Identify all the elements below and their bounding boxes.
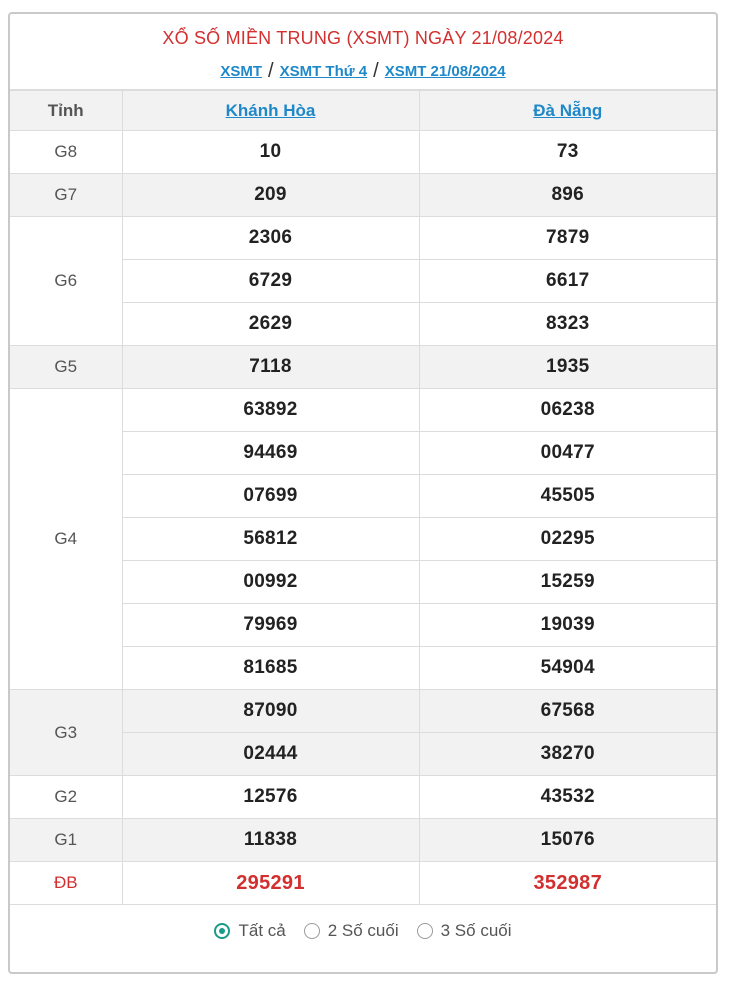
result-number: 15076: [419, 819, 716, 862]
prize-label: G8: [10, 131, 122, 174]
panel-header: [10, 14, 716, 90]
digit-filter: [10, 905, 716, 957]
results-panel: [8, 12, 718, 974]
results-body: [10, 131, 716, 905]
result-number: 73: [419, 131, 716, 174]
province-link-khanh-hoa[interactable]: Khánh Hòa: [225, 100, 316, 120]
table-row: [10, 174, 716, 217]
page-title: XỔ SỐ MIỀN TRUNG (XSMT) NGÀY 21/08/2024: [162, 28, 564, 48]
filter-option-label: Tất cả: [238, 921, 286, 940]
result-number: 6729: [122, 260, 419, 303]
column-header-province: Tỉnh: [10, 91, 122, 131]
radio-unchecked-icon[interactable]: [304, 923, 320, 939]
radio-unchecked-icon[interactable]: [417, 923, 433, 939]
table-row: [10, 690, 716, 733]
result-number: 8323: [419, 303, 716, 346]
result-number: 79969: [122, 604, 419, 647]
prize-label: G2: [10, 776, 122, 819]
prize-label: G3: [10, 690, 122, 776]
result-number: 6617: [419, 260, 716, 303]
filter-option-0[interactable]: [214, 921, 285, 941]
result-number: 67568: [419, 690, 716, 733]
result-number: 10: [122, 131, 419, 174]
result-number: 94469: [122, 432, 419, 475]
prize-label: G5: [10, 346, 122, 389]
result-number: 87090: [122, 690, 419, 733]
result-number: 63892: [122, 389, 419, 432]
filter-option-label: 3 Số cuối: [440, 921, 512, 940]
filter-option-1[interactable]: [304, 921, 399, 941]
radio-checked-icon[interactable]: [214, 923, 230, 939]
result-number: 209: [122, 174, 419, 217]
result-number: 00992: [122, 561, 419, 604]
table-row: [10, 346, 716, 389]
result-number: 7118: [122, 346, 419, 389]
result-number: 00477: [419, 432, 716, 475]
result-number: 2629: [122, 303, 419, 346]
result-number: 38270: [419, 733, 716, 776]
breadcrumb: [10, 59, 716, 82]
result-number: 02444: [122, 733, 419, 776]
filter-option-label: 2 Số cuối: [327, 921, 399, 940]
province-link-da-nang[interactable]: Đà Nẵng: [533, 100, 603, 120]
result-number: 11838: [122, 819, 419, 862]
breadcrumb-xsmt-date[interactable]: XSMT 21/08/2024: [384, 63, 506, 80]
result-number: 19039: [419, 604, 716, 647]
prize-label: G7: [10, 174, 122, 217]
table-row: [10, 131, 716, 174]
result-number: 07699: [122, 475, 419, 518]
table-row: [10, 819, 716, 862]
filter-option-2[interactable]: [417, 921, 512, 941]
prize-label: ĐB: [10, 862, 122, 905]
result-number: 2306: [122, 217, 419, 260]
table-header-row: [10, 91, 716, 131]
table-row: [10, 217, 716, 260]
result-number: 06238: [419, 389, 716, 432]
result-number: 02295: [419, 518, 716, 561]
result-number: 295291: [122, 862, 419, 905]
prize-label: G1: [10, 819, 122, 862]
breadcrumb-xsmt[interactable]: XSMT: [220, 63, 263, 80]
breadcrumb-separator: /: [268, 60, 274, 82]
result-number: 7879: [419, 217, 716, 260]
prize-label: G4: [10, 389, 122, 690]
column-header-da-nang: [419, 91, 716, 131]
table-row: [10, 776, 716, 819]
result-number: 43532: [419, 776, 716, 819]
prize-label: G6: [10, 217, 122, 346]
column-header-khanh-hoa: [122, 91, 419, 131]
result-number: 896: [419, 174, 716, 217]
result-number: 15259: [419, 561, 716, 604]
table-row: [10, 389, 716, 432]
table-row: [10, 862, 716, 905]
result-number: 1935: [419, 346, 716, 389]
results-table: [10, 90, 716, 905]
breadcrumb-separator: /: [373, 60, 379, 82]
result-number: 56812: [122, 518, 419, 561]
result-number: 81685: [122, 647, 419, 690]
result-number: 352987: [419, 862, 716, 905]
result-number: 12576: [122, 776, 419, 819]
result-number: 54904: [419, 647, 716, 690]
breadcrumb-xsmt-thu-4[interactable]: XSMT Thứ 4: [279, 63, 368, 80]
result-number: 45505: [419, 475, 716, 518]
